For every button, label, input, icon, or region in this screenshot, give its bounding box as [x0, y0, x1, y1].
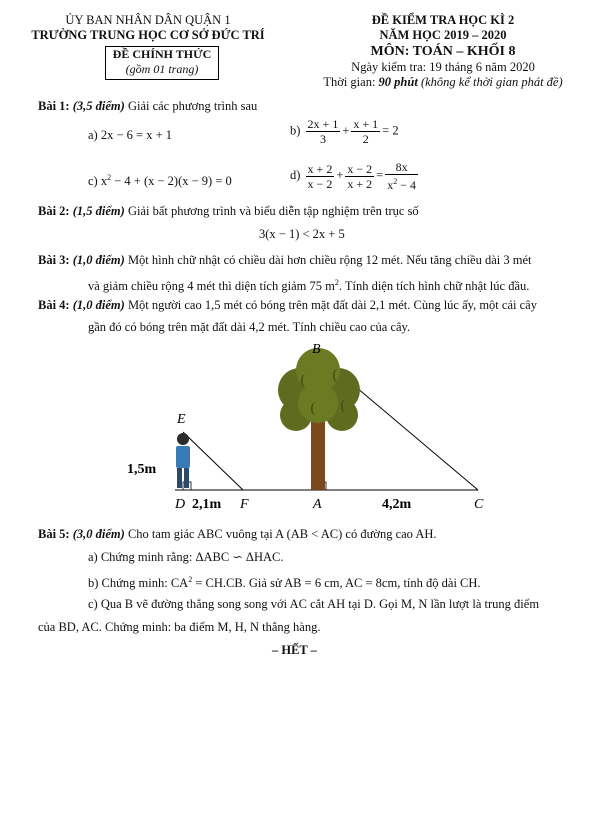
- official-box: [105, 46, 219, 80]
- page-count: (gồm 01 trang): [125, 62, 199, 76]
- bai3-line2: và giảm chiều rộng 4 mét thì diện tích giảm 75 $m^2$. Tính diện tích hình chữ nhật lúc đầu.: [88, 278, 530, 294]
- school-header: [28, 13, 268, 43]
- fraction: $\frac{x + 1}{2}$: [353, 117, 379, 146]
- bai1-b: b) $\frac{2x + 1}{3}$ + $\frac{x + 1}{2}$ = 2: [290, 117, 399, 146]
- bai4-heading: Bài 4: (1,0 điểm) Một người cao 1,5 mét có bóng trên mặt đất dài 2,1 mét. Cùng lúc ấy, một cái cây: [38, 298, 537, 312]
- label-d: D: [175, 497, 186, 512]
- bai5-c1: c) Qua B vẽ đường thẳng song song với AC cắt AH tại D. Gọi M, N lần lượt là trung điểm: [88, 597, 540, 611]
- fraction: $\frac{8x}{x^2 - 4}$: [387, 160, 417, 192]
- bai5-a: a) Chứng minh rằng: ΔABC ∽ ΔHAC.: [88, 550, 284, 564]
- bai1-d: d) $\frac{x + 2}{x - 2}$ + $\frac{x - 2}{x + 2}$ = $\frac{8x}{x^2 - 4}$: [290, 160, 417, 192]
- official-title: ĐỀ CHÍNH THỨC: [112, 47, 212, 61]
- end-marker: – HẾT –: [272, 643, 317, 657]
- bai5-heading: Bài 5: (3,0 điểm) Cho tam giác ABC vuông tại A (AB < AC) có đường cao AH.: [38, 527, 437, 541]
- bai5-b: b) Chứng minh: $CA^2 = CH.CB$. Giả sử AB = 6 cm, AC = 8cm, tính độ dài CH.: [88, 575, 481, 591]
- exam-title: ĐỀ KIỂM TRA HỌC KÌ 2: [371, 13, 515, 27]
- bai5-c2: của BD, AC. Chứng minh: ba điểm M, H, N thẳng hàng.: [38, 620, 321, 634]
- person-shadow-ray: [183, 432, 243, 490]
- exam-date: Ngày kiểm tra: 19 tháng 6 năm 2020: [351, 60, 535, 74]
- bai4-line2: gần đó có bóng trên mặt đất dài 4,2 mét. Tính chiều cao của cây.: [88, 320, 411, 334]
- tree-icon: [278, 348, 360, 490]
- bai1-heading: Bài 1: (3,5 điểm) Giải các phương trình sau: [38, 99, 258, 113]
- svg-text:(: (: [332, 368, 338, 384]
- bai2-heading: Bài 2: (1,5 điểm) Giải bất phương trình và biểu diễn tập nghiệm trên trục số: [38, 204, 419, 218]
- fraction: $\frac{2x + 1}{3}$: [307, 117, 339, 146]
- df-length-label: 2,1m: [192, 497, 222, 512]
- exam-time: Thời gian: 90 phút (không kể thời gian phát đề): [323, 75, 563, 89]
- bai3-heading: Bài 3: (1,0 điểm) Một hình chữ nhật có chiều dài hơn chiều rộng 12 mét. Nếu tăng chiều dài 3 mét: [38, 253, 532, 267]
- bai2-inequality: 3(x − 1) < 2x + 5: [259, 227, 345, 241]
- label-a: A: [313, 497, 322, 512]
- school-year: NĂM HỌC 2019 – 2020: [379, 28, 507, 42]
- label-e: E: [177, 412, 186, 427]
- svg-text:(: (: [340, 398, 346, 414]
- district-name: ỦY BAN NHÂN DÂN QUẬN 1: [65, 13, 231, 27]
- bai1-c: c) $x^2 - 4 + (x - 2)(x - 9) = 0$: [88, 173, 232, 189]
- exam-header: [318, 13, 568, 90]
- label-b: B: [312, 342, 321, 357]
- school-name: TRƯỜNG TRUNG HỌC CƠ SỞ ĐỨC TRÍ: [31, 28, 265, 42]
- fraction: $\frac{x + 2}{x - 2}$: [307, 161, 333, 191]
- label-c: C: [474, 497, 484, 512]
- person-height-label: 1,5m: [127, 462, 157, 477]
- fraction: $\frac{x - 2}{x + 2}$: [347, 161, 373, 191]
- svg-text:(: (: [300, 373, 306, 389]
- bai1-a: a) 2x − 6 = x + 1: [88, 128, 172, 142]
- subject: MÔN: TOÁN – KHỐI 8: [370, 44, 516, 59]
- label-f: F: [240, 497, 249, 512]
- ac-length-label: 4,2m: [382, 497, 412, 512]
- svg-text:(: (: [310, 401, 316, 417]
- tree-shadow-figure: [0, 335, 598, 520]
- person-icon: [176, 433, 190, 488]
